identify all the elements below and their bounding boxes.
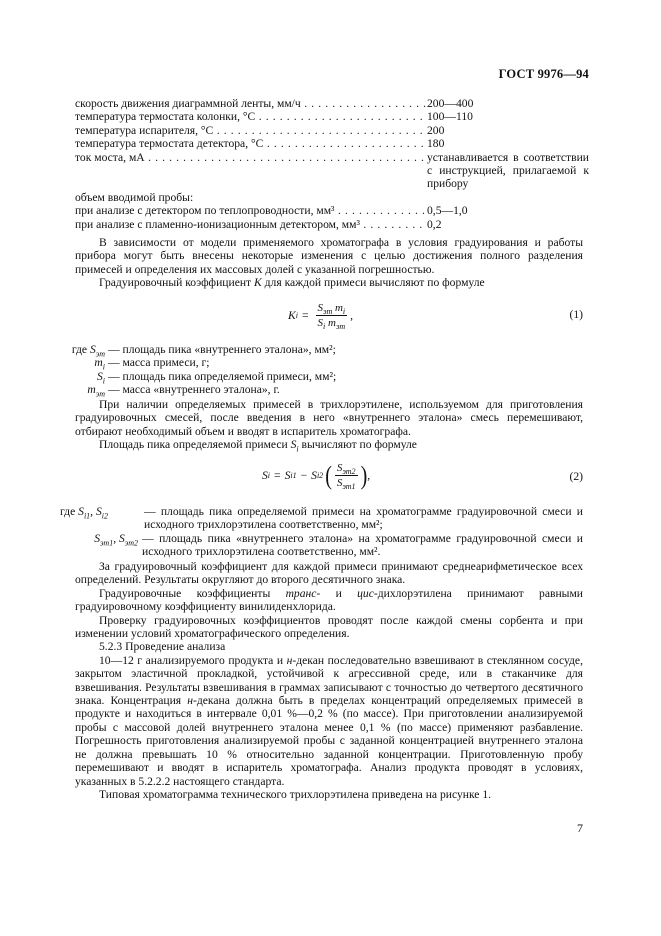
param-value: 200—400 bbox=[427, 97, 474, 110]
paragraph: Проверку градуировочных коэффициентов проводят после каждой смены сорбента и при изменении условий хроматографического определения. bbox=[75, 613, 583, 641]
definition-row: где $S_{эт}$ — площадь пика «внутреннего эталона», мм²; bbox=[71, 343, 336, 359]
param-label: при анализе с пламенно-ионизационным детектором, мм³ . . . bbox=[75, 218, 427, 231]
param-value: устанавливается в соответствии с инструкцией, прилагаемой к прибору bbox=[427, 150, 589, 191]
paragraph: Градуировочный коэффициент K для каждой примеси вычисляют по формуле bbox=[99, 276, 485, 290]
param-label: скорость движения диаграммной ленты, мм/ч . . . bbox=[75, 97, 427, 110]
equation-number-2: (2) bbox=[569, 470, 583, 483]
param-label: температура испарителя, °С . . . bbox=[75, 124, 427, 137]
paragraph: Типовая хроматограмма технического трихлорэтилена приведена на рисунке 1. bbox=[99, 787, 492, 801]
paragraph: В зависимости от модели применяемого хроматографа в условия градуирования и работы прибора могут быть внесены некоторые изменения с целью достижения полного разделения примесей и определения их массовых долей с указанной погрешностью. bbox=[75, 236, 583, 276]
param-row bbox=[75, 191, 595, 204]
param-label: при анализе с детектором по теплопроводности, мм³ . . . bbox=[75, 204, 427, 217]
param-row bbox=[75, 124, 595, 137]
fraction: $\frac{S_{эт2}}{S_{эт1}}$ bbox=[336, 462, 356, 492]
paragraph: При наличии определяемых примесей в трихлорэтилене, используемом для приготовления градуировочных смесей, после введения в него «внутреннего эталона» смесь перемешивают, отбирают необходимый объем и вводят в испаритель хроматографа. bbox=[75, 398, 583, 438]
parameter-list bbox=[75, 97, 595, 231]
param-label: объем вводимой пробы: bbox=[75, 190, 194, 204]
param-row bbox=[75, 218, 595, 231]
equation-number-1: (1) bbox=[569, 308, 583, 321]
param-value: 200 bbox=[427, 123, 445, 137]
param-value: 0,2 bbox=[427, 217, 442, 231]
paragraph: Площадь пика определяемой примеси $S_i$ вычисляют по формуле bbox=[99, 438, 417, 454]
param-row bbox=[75, 204, 595, 217]
formula-2: S i = S i1 − S i2 ( $\frac{S_{эт2}}{S_{эт1}}$ ) , bbox=[262, 461, 371, 492]
formula-1: K i = $\frac{S_{эт} m_i}{S_i m_{эт}}$ , bbox=[288, 302, 354, 332]
definitions-2 bbox=[58, 505, 583, 559]
definition-row: $S_i$ — площадь пика определяемой примеси, мм²; bbox=[96, 369, 337, 386]
param-label: температура термостата колонки, °С . . . bbox=[75, 110, 427, 123]
text-block-1 bbox=[75, 236, 583, 290]
text-block-3 bbox=[75, 560, 583, 801]
param-value: 180 bbox=[427, 137, 445, 151]
standard-header: ГОСТ 9976—94 bbox=[498, 67, 589, 81]
param-row bbox=[75, 151, 595, 191]
param-row bbox=[75, 110, 595, 123]
paragraph: 10—12 г анализируемого продукта и н-декан последовательно взвешивают в стеклянном сосуде, закрытом эластичной прокладкой, устойчивой к агрессивной среде, или в стаканчике для взвешивания. Результаты взвешивания в граммах записывают с точностью до четвертого десятичного знака. Концентрация н-декана должна быть в пределах концентраций определяемых примесей в продукте и находиться в интервале 0,01 %—0,2 % (по массе). При приготовлении анализируемой пробы с массовой долей внутреннего эталона менее 0,1 % (по массе) применяют разбавление. Погрешность приготовления анализируемой пробы с заданной концентрацией внутреннего эталона не должна превышать 10 % относительно заданной концентрации. Приготовленную пробу перемешивают и вводят в испаритель хроматографа. Анализ продукта проводят в условиях, указанных в 5.2.2.2 настоящего стандарта. bbox=[75, 653, 583, 788]
section-heading: 5.2.3 Проведение анализа bbox=[99, 640, 226, 654]
param-label: ток моста, мА . . . bbox=[75, 151, 427, 164]
definition-row: $S_{эт1}$, $S_{эт2}$ — площадь пика «внутреннего эталона» на хроматограмме градуировочной смеси и исходного трихлорэтилена соответственно, мм². bbox=[94, 531, 583, 559]
definition-row: $m_i$ — масса примеси, г; bbox=[94, 356, 210, 372]
paragraph: За градуировочный коэффициент для каждой примеси принимают среднеарифметическое всех определений. Результаты округляют до второго десятичного знака. bbox=[75, 560, 583, 587]
param-row bbox=[75, 97, 595, 110]
param-row bbox=[75, 137, 595, 150]
param-value: 100—110 bbox=[427, 110, 473, 124]
param-label: температура термостата детектора, °С . . . bbox=[75, 137, 427, 150]
text-block-2 bbox=[75, 398, 583, 452]
definitions-1 bbox=[58, 343, 583, 397]
definition-row: $m_{эт}$ — масса «внутреннего эталона», г. bbox=[87, 383, 280, 399]
definition-row: где $S_{i1}$, $S_{i2}$ — площадь пика определяемой примеси на хроматограмме градуировочной смеси и исходного трихлорэтилена соответственно, мм²; bbox=[60, 505, 583, 532]
param-value: 0,5—1,0 bbox=[427, 204, 468, 218]
page-number: 7 bbox=[577, 821, 583, 835]
fraction: $\frac{S_{эт} m_i}{S_i m_{эт}}$ bbox=[317, 302, 346, 332]
paragraph: Градуировочные коэффициенты транс- и цис-дихлорэтилена принимают равными градуировочному коэффициенту винилиденхлорида. bbox=[75, 586, 583, 614]
